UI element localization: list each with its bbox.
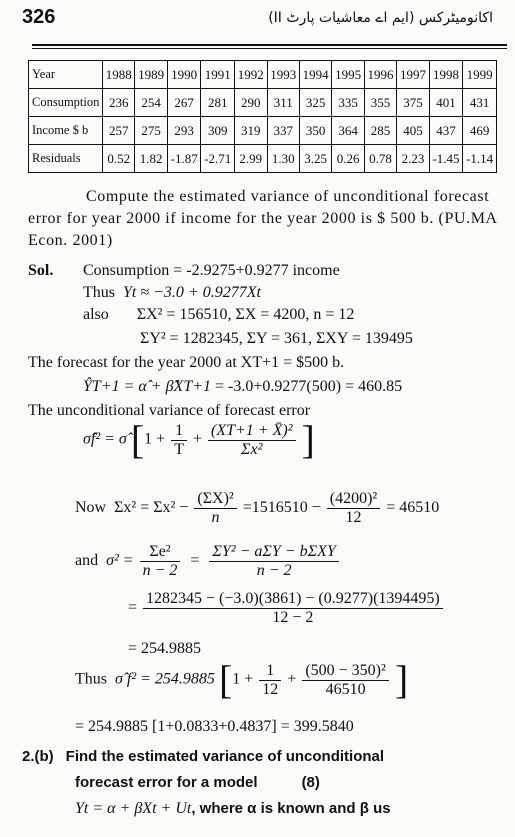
data-table: [28, 60, 497, 173]
table-cell: 355: [364, 89, 396, 117]
table-cell: 405: [397, 117, 429, 145]
table-cell: 267: [167, 89, 201, 117]
table-row: [29, 89, 497, 117]
header-rule-thin: [32, 48, 507, 49]
final-result: = 254.9885 [1+0.0833+0.4837] = 399.5840: [75, 718, 354, 735]
regression-line: Consumption = -2.9275+0.9277 income: [83, 262, 340, 279]
table-cell: 290: [235, 89, 267, 117]
table-cell: 1.30: [267, 145, 299, 173]
table-cell: 2.23: [397, 145, 429, 173]
table-cell: 375: [397, 89, 429, 117]
table-row-label: Income $ b: [29, 117, 103, 145]
variance-formula: σ̂f² = σ̂ [1 + $\frac{1}{T}$ + $\frac{\text{(XT+1 + X̄)²}}{\text{Σx²}}$ ]: [83, 417, 315, 462]
table-cell: 257: [103, 117, 135, 145]
table-cell: 254: [135, 89, 167, 117]
page-number: 326: [22, 6, 56, 28]
table-cell: 1996: [364, 61, 396, 89]
table-cell: -1.14: [463, 145, 497, 173]
table-cell: 469: [463, 117, 497, 145]
header-rule: [32, 44, 507, 46]
table-cell: 1991: [201, 61, 235, 89]
variance-heading: The unconditional variance of forecast error: [28, 402, 311, 419]
table-cell: 275: [135, 117, 167, 145]
table-row-label: Consumption: [29, 89, 103, 117]
table-cell: 0.26: [332, 145, 364, 173]
table-row: [29, 117, 497, 145]
table-cell: 1994: [299, 61, 331, 89]
table-cell: 309: [201, 117, 235, 145]
table-cell: 337: [267, 117, 299, 145]
thus-line: Thus Yt ≈ −3.0 + 0.9277Xt: [83, 284, 261, 301]
table-cell: 1988: [103, 61, 135, 89]
table-cell: -2.71: [201, 145, 235, 173]
table-cell: 437: [429, 117, 463, 145]
question-2b-line3: Yt = α + βXt + Ut, where α is known and β us: [75, 800, 391, 817]
table-cell: -1.87: [167, 145, 201, 173]
forecast-equation: ŶT+1 = α̂ + β̂XT+1 = -3.0+0.9277(500) = 460.85: [83, 378, 403, 395]
question-2b-line2: forecast error for a model (8): [75, 774, 320, 791]
table-cell: 1999: [463, 61, 497, 89]
sigma-value: = 254.9885: [128, 640, 202, 657]
table-cell: 236: [103, 89, 135, 117]
sums-line-1: also ΣX² = 156510, ΣX = 4200, n = 12: [83, 306, 355, 323]
table-row-label: Residuals: [29, 145, 103, 173]
question-text: Compute the estimated variance of unconditional forecast error for year 2000 if income for the year 2000 is $ 500 b. (PU.MA Econ. 2001): [28, 188, 497, 249]
table-cell: 281: [201, 89, 235, 117]
table-cell: 350: [299, 117, 331, 145]
table-cell: 335: [332, 89, 364, 117]
table-cell: 1998: [429, 61, 463, 89]
table-cell: 1993: [267, 61, 299, 89]
table-cell: -1.45: [429, 145, 463, 173]
table-cell: 1990: [167, 61, 201, 89]
table-cell: 311: [267, 89, 299, 117]
sigma-substitution: = $\frac{1282345 - (-3.0)(3861) - (0.9277)(1394495)}{12 - 2}$: [128, 590, 445, 627]
table-cell: 0.78: [364, 145, 396, 173]
question-2b: 2.(b) Find the estimated variance of unconditional: [22, 748, 385, 765]
solution-label: Sol.: [28, 262, 54, 279]
table-cell: 3.25: [299, 145, 331, 173]
running-head: اکانومیٹرکس (ایم اے معاشیات پارٹ II): [268, 10, 493, 26]
table-cell: 1.82: [135, 145, 167, 173]
sum-x-squared-derivation: Now Σx² = Σx² − $\frac{\text{(ΣX)²}}{n}$ =1516510 − $\frac{\text{(4200)²}}{12}$ = 46510: [75, 490, 440, 526]
table-cell: 0.52: [103, 145, 135, 173]
table-cell: 1995: [332, 61, 364, 89]
table-row-label: Year: [29, 61, 103, 89]
table-cell: 401: [429, 89, 463, 117]
table-row: [29, 145, 497, 173]
table-cell: 1989: [135, 61, 167, 89]
table-row: [29, 61, 497, 89]
table-cell: 364: [332, 117, 364, 145]
table-cell: 293: [167, 117, 201, 145]
final-substitution: Thus σ̂ f² = 254.9885 [1 + $\frac{1}{12}$ + $\frac{\text{(500 − 350)²}}{46510}$ ]: [75, 657, 409, 702]
table-cell: 1992: [235, 61, 267, 89]
table-cell: 285: [364, 117, 396, 145]
table-cell: 325: [299, 89, 331, 117]
table-cell: 319: [235, 117, 267, 145]
forecast-statement: The forecast for the year 2000 at XT+1 = $500 b.: [28, 354, 345, 371]
table-cell: 1997: [397, 61, 429, 89]
sigma-squared-formula: and σ² = $\frac{\text{Σe²}}{n - 2}$ = $\frac{\text{ΣY² − aΣY − bΣXY}}{n - 2}$: [75, 543, 341, 580]
table-cell: 2.99: [235, 145, 267, 173]
table-cell: 431: [463, 89, 497, 117]
sums-line-2: ΣY² = 1282345, ΣY = 361, ΣXY = 139495: [140, 330, 413, 347]
